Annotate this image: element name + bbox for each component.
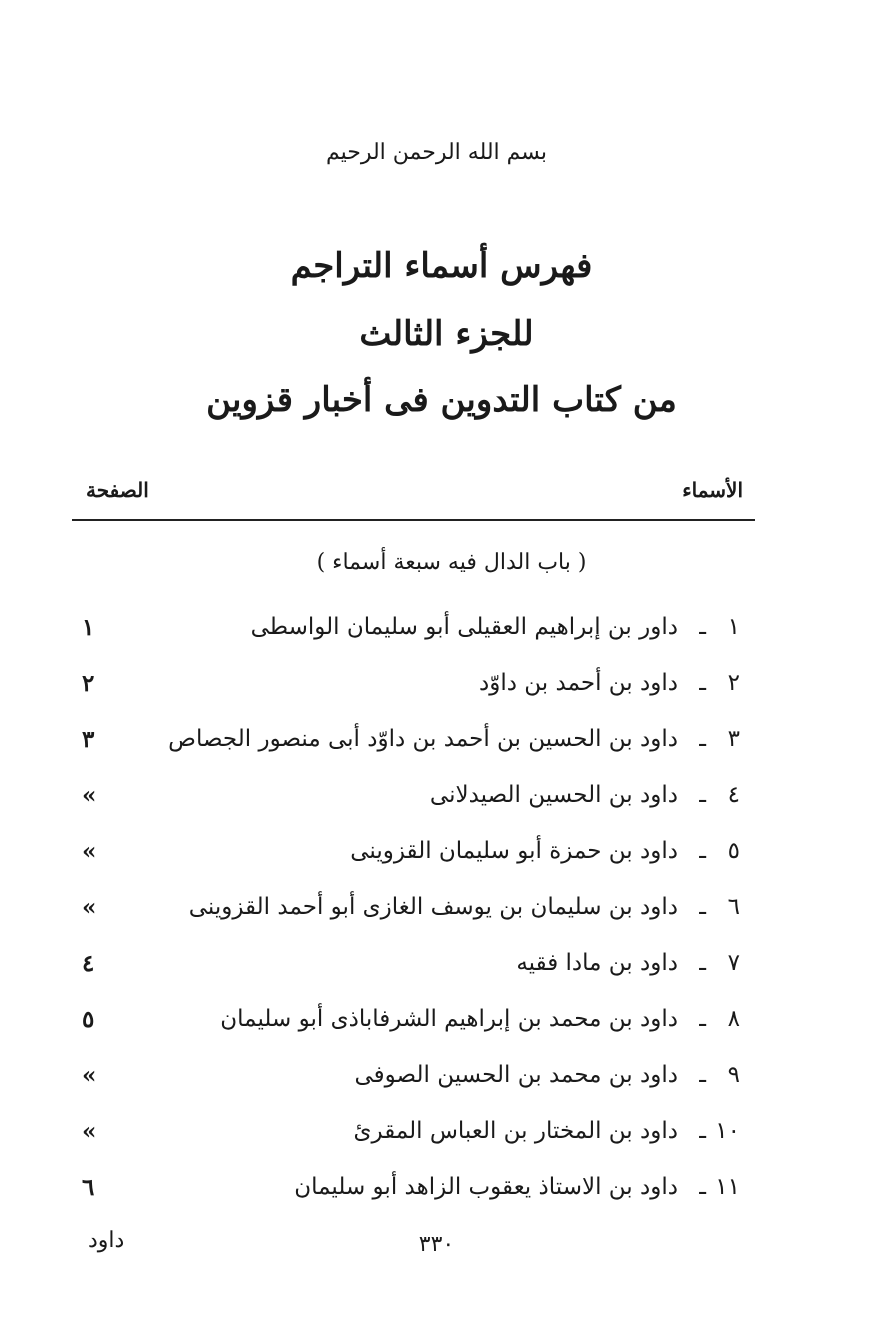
entry-name: داود بن المختار بن العباس المقرئ [353, 1118, 678, 1144]
entry-number: ١ [727, 614, 740, 640]
entry-name: داود بن الحسين بن أحمد بن داوّد أبى منصور الجصاص [168, 726, 678, 752]
entry-name: داود بن مادا فقيه [516, 950, 678, 976]
entry-page: ١ [82, 614, 95, 641]
entry-list [70, 600, 750, 1216]
entry-name: داود بن الاستاذ يعقوب الزاهد أبو سليمان [294, 1174, 678, 1200]
entry-number: ٢ [727, 670, 740, 696]
list-item [70, 936, 750, 992]
entry-number: ٩ [727, 1062, 740, 1088]
entry-dash: ـ [699, 838, 706, 864]
list-item [70, 1160, 750, 1216]
title-line-3: من كتاب التدوين فى أخبار قزوين [206, 380, 677, 420]
entry-page: » [82, 838, 97, 865]
entry-number: ٦ [727, 894, 740, 920]
section-heading: ( باب الدال فيه سبعة أسماء ) [316, 550, 587, 575]
entry-name: داود بن الحسين الصيدلانى [429, 782, 678, 808]
entry-page: ٤ [82, 950, 95, 977]
entry-name: داور بن إبراهيم العقيلى أبو سليمان الواسطى [250, 614, 678, 640]
list-item [70, 600, 750, 656]
entry-number: ١١ [715, 1174, 740, 1200]
entry-number: ٨ [727, 1006, 740, 1032]
entry-dash: ـ [699, 1062, 706, 1088]
entry-page: » [82, 1062, 97, 1089]
entry-page: ٢ [82, 670, 95, 697]
entry-number: ٧ [727, 950, 740, 976]
list-item [70, 1104, 750, 1160]
entry-number: ١٠ [715, 1118, 740, 1144]
entry-name: داود بن محمد بن الحسين الصوفى [354, 1062, 678, 1088]
list-item [70, 824, 750, 880]
entry-dash: ـ [699, 726, 706, 752]
entry-name: داود بن سليمان بن يوسف الغازى أبو أحمد القزوينى [188, 894, 678, 920]
title-line-1: فهرس أسماء التراجم [290, 246, 593, 286]
entry-dash: ـ [699, 1174, 706, 1200]
entry-name: داود بن محمد بن إبراهيم الشرفاباذى أبو سليمان [220, 1006, 678, 1032]
entry-dash: ـ [699, 894, 706, 920]
list-item [70, 712, 750, 768]
entry-page: ٦ [82, 1174, 95, 1201]
page-column-header: الصفحة [86, 478, 149, 502]
names-column-header: الأسماء [682, 478, 743, 502]
list-item [70, 992, 750, 1048]
list-item [70, 1048, 750, 1104]
entry-dash: ـ [699, 614, 706, 640]
entry-page: » [82, 782, 97, 809]
catchword: داود [88, 1228, 125, 1253]
entry-page: ٣ [82, 726, 95, 753]
entry-name: داود بن حمزة أبو سليمان القزوينى [350, 838, 678, 864]
entry-number: ٤ [727, 782, 740, 808]
entry-dash: ـ [699, 782, 706, 808]
title-line-2: للجزء الثالث [359, 314, 534, 354]
entry-dash: ـ [699, 950, 706, 976]
page-number: ٣٣٠ [418, 1232, 455, 1257]
entry-number: ٣ [727, 726, 740, 752]
list-item [70, 768, 750, 824]
entry-dash: ـ [699, 1118, 706, 1144]
basmala: بسم الله الرحمن الرحيم [325, 140, 548, 165]
header-divider [72, 519, 755, 521]
list-item [70, 656, 750, 712]
entry-page: ٥ [82, 1006, 95, 1033]
entry-number: ٥ [727, 838, 740, 864]
entry-page: » [82, 1118, 97, 1145]
entry-page: » [82, 894, 97, 921]
list-item [70, 880, 750, 936]
entry-dash: ـ [699, 1006, 706, 1032]
entry-name: داود بن أحمد بن داوّد [478, 670, 678, 696]
entry-dash: ـ [699, 670, 706, 696]
